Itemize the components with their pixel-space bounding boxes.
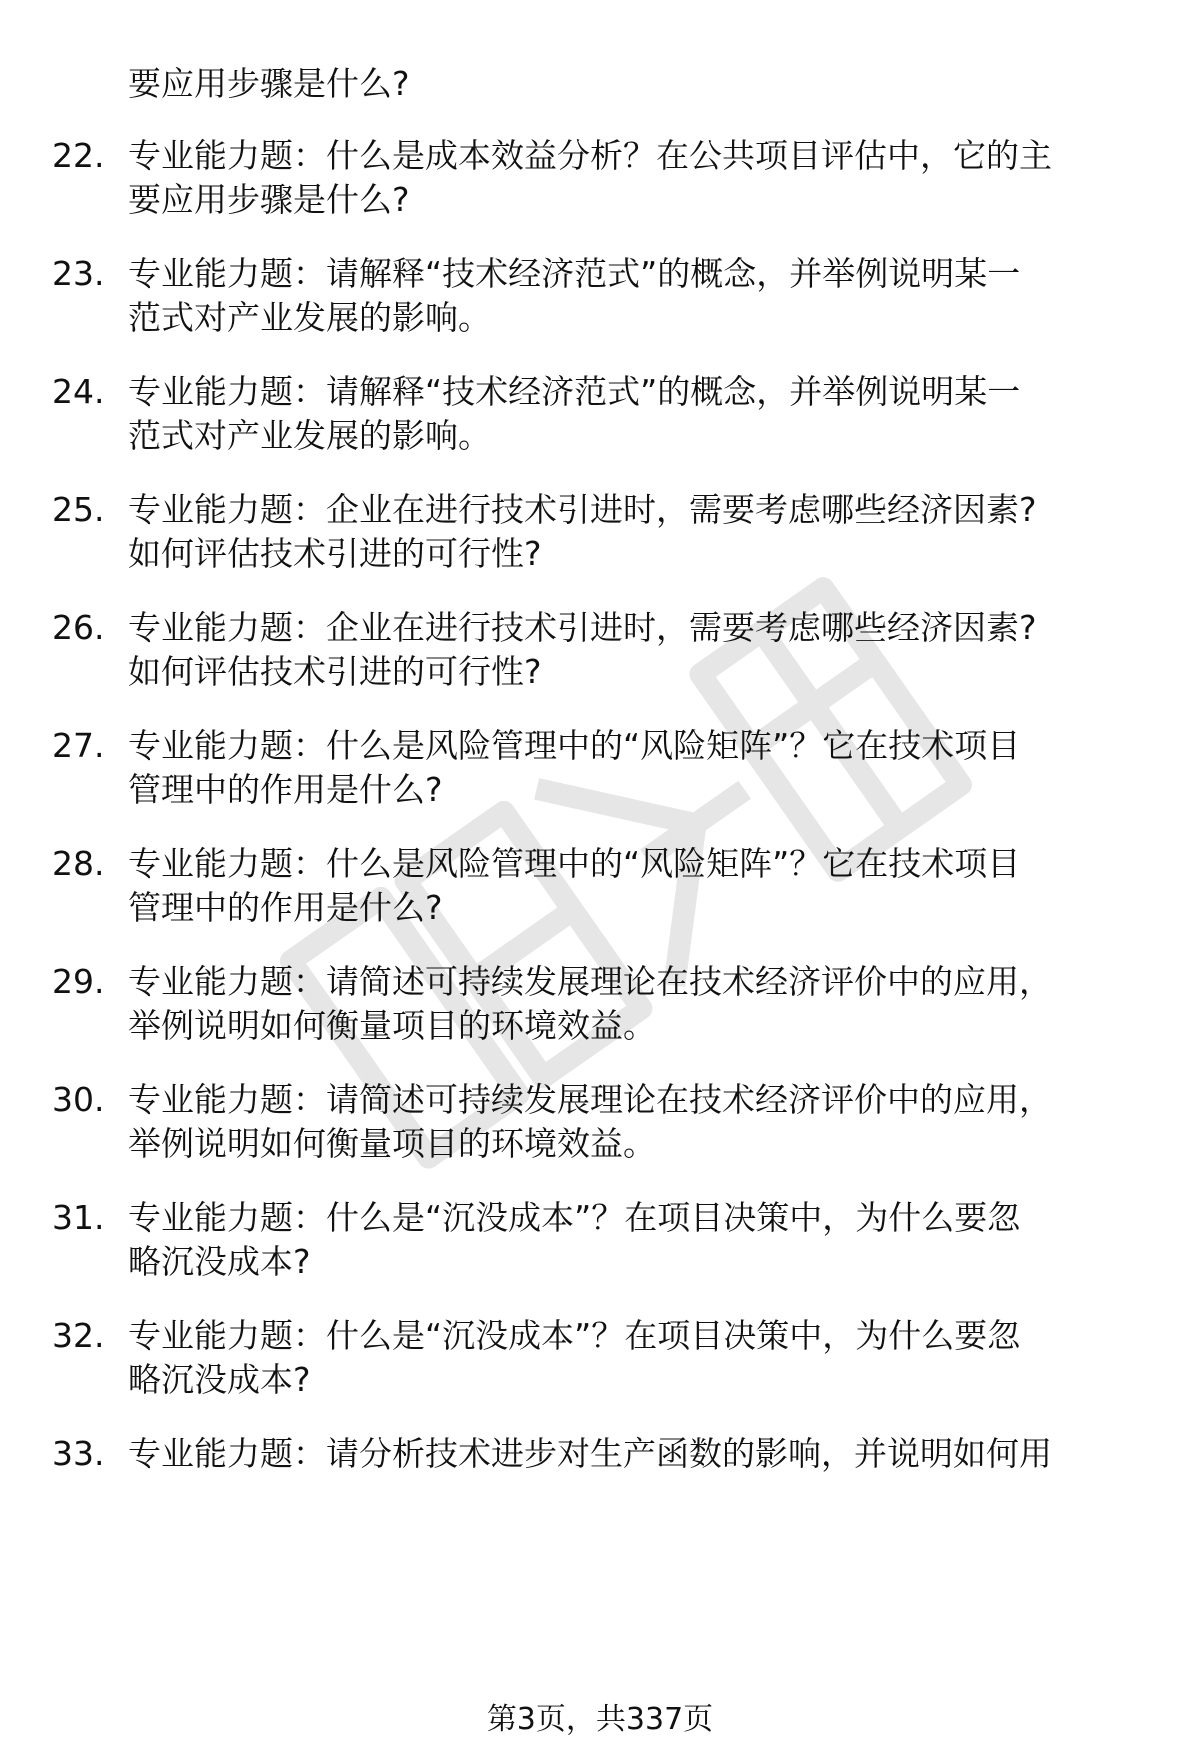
question-text (128, 134, 1140, 222)
question-line: 专业能力题：什么是成本效益分析？在公共项目评估中，它的主 (128, 136, 1052, 175)
question-number: 28. (52, 844, 105, 883)
question-line: 范式对产业发展的影响。 (128, 416, 491, 455)
question-number: 27. (52, 726, 105, 765)
question-number: 24. (52, 372, 105, 411)
question-text (128, 960, 1140, 1048)
question-text (128, 1078, 1140, 1166)
question-text (128, 1314, 1140, 1402)
question-text (128, 724, 1140, 812)
question-number: 23. (52, 254, 105, 293)
question-line: 略沉没成本? (128, 1360, 311, 1399)
question-number: 26. (52, 608, 105, 647)
question-number: 30. (52, 1080, 105, 1119)
question-line: 专业能力题：请解释“技术经济范式”的概念，并举例说明某一 (128, 372, 1021, 411)
question-line: 如何评估技术引进的可行性? (128, 652, 542, 691)
question-line: 专业能力题：请分析技术进步对生产函数的影响，并说明如何用 (128, 1434, 1052, 1473)
question-line: 专业能力题：什么是“沉没成本”？在项目决策中，为什么要忽 (128, 1198, 1021, 1237)
question-line: 管理中的作用是什么? (128, 888, 443, 927)
question-line: 范式对产业发展的影响。 (128, 298, 491, 337)
question-text (128, 488, 1140, 576)
question-line: 专业能力题：什么是“沉没成本”？在项目决策中，为什么要忽 (128, 1316, 1021, 1355)
question-text (128, 606, 1140, 694)
question-line: 举例说明如何衡量项目的环境效益。 (128, 1006, 656, 1045)
question-number: 31. (52, 1198, 105, 1237)
question-number: 22. (52, 136, 105, 175)
question-line: 举例说明如何衡量项目的环境效益。 (128, 1124, 656, 1163)
question-text (128, 842, 1140, 930)
question-number: 29. (52, 962, 105, 1001)
question-line: 专业能力题：什么是风险管理中的“风险矩阵”？它在技术项目 (128, 844, 1021, 883)
question-number: 33. (52, 1434, 105, 1473)
question-number: 25. (52, 490, 105, 529)
question-line: 专业能力题：什么是风险管理中的“风险矩阵”？它在技术项目 (128, 726, 1021, 765)
question-number: 32. (52, 1316, 105, 1355)
question-line: 管理中的作用是什么? (128, 770, 443, 809)
question-line: 专业能力题：请解释“技术经济范式”的概念，并举例说明某一 (128, 254, 1021, 293)
question-text (128, 1196, 1140, 1284)
page-footer: 第3页，共337页 (486, 1702, 714, 1737)
continuation-text: 要应用步骤是什么? (128, 64, 410, 103)
question-line: 专业能力题：请简述可持续发展理论在技术经济评价中的应用， (128, 962, 1052, 1001)
question-line: 专业能力题：企业在进行技术引进时，需要考虑哪些经济因素? (128, 490, 1037, 529)
question-line: 专业能力题：请简述可持续发展理论在技术经济评价中的应用， (128, 1080, 1052, 1119)
question-text (128, 252, 1140, 340)
question-line: 如何评估技术引进的可行性? (128, 534, 542, 573)
question-text (128, 370, 1140, 458)
question-text (128, 1432, 1140, 1476)
question-line: 专业能力题：企业在进行技术引进时，需要考虑哪些经济因素? (128, 608, 1037, 647)
question-line: 要应用步骤是什么? (128, 180, 410, 219)
question-line: 略沉没成本? (128, 1242, 311, 1281)
